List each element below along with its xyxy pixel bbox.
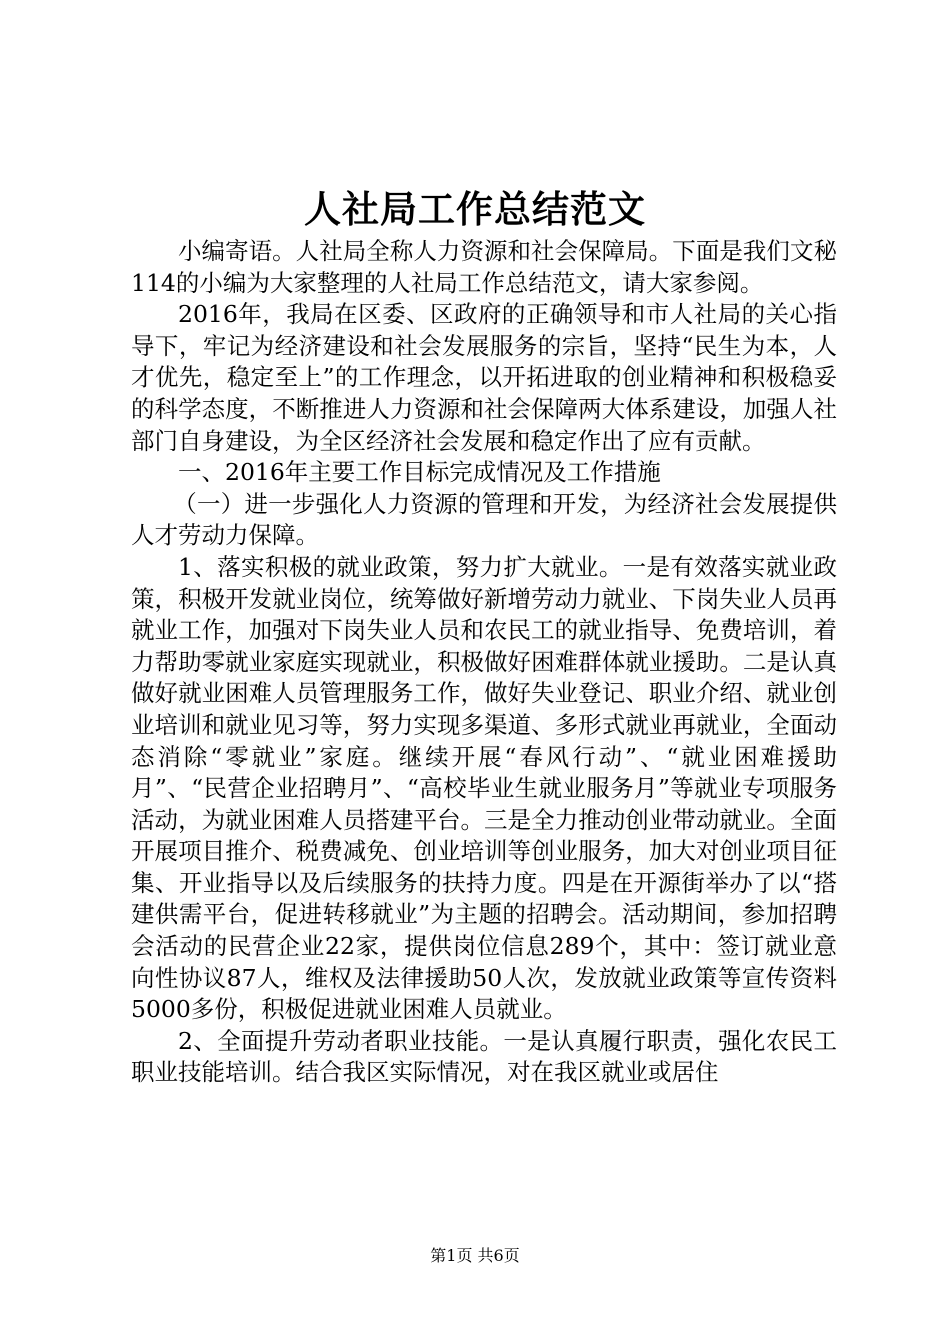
skills-paragraph: 2、全面提升劳动者职业技能。一是认真履行职责，强化农民工职业技能培训。结合我区实际情况，对在我区就业或居住 bbox=[131, 1026, 837, 1087]
document-title: 人社局工作总结范文 bbox=[304, 187, 646, 231]
document-body bbox=[131, 236, 837, 1089]
section-heading: 一、2016年主要工作目标完成情况及工作措施 bbox=[178, 458, 661, 487]
intro-paragraph: 小编寄语。人社局全称人力资源和社会保障局。下面是我们文秘114的小编为大家整理的人社局工作总结范文，请大家参阅。 bbox=[131, 237, 837, 297]
overview-paragraph: 2016年，我局在区委、区政府的正确领导和市人社局的关心指导下，牢记为经济建设和社会发展服务的宗旨，坚持“民生为本，人才优先，稳定至上”的工作理念，以开拓进取的创业精神和积极稳妥的科学态度，不断推进人力资源和社会保障两大体系建设，加强人社部门自身建设，为全区经济社会发展和稳定作出了应有贡献。 bbox=[131, 300, 837, 455]
subsection-heading: （一）进一步强化人力资源的管理和开发，为经济社会发展提供人才劳动力保障。 bbox=[131, 489, 837, 550]
employment-paragraph: 1、落实积极的就业政策，努力扩大就业。一是有效落实就业政策，积极开发就业岗位，统筹做好新增劳动力就业、下岗失业人员再就业工作，加强对下岗失业人员和农民工的就业指导、免费培训，着力帮助零就业家庭实现就业，积极做好困难群体就业援助。二是认真做好就业困难人员管理服务工作，做好失业登记、职业介绍、就业创业培训和就业见习等，努力实现多渠道、多形式就业再就业，全面动态消除“零就业”家庭。继续开展“春风行动”、“就业困难援助月”、“民营企业招聘月”、“高校毕业生就业服务月”等就业专项服务活动，为就业困难人员搭建平台。三是全力推动创业带动就业。全面开展项目推介、税费减免、创业培训等创业服务，加大对创业项目征集、开业指导以及后续服务的扶持力度。四是在开源街举办了以“搭建供需平台，促进转移就业”为主题的招聘会。活动期间，参加招聘会活动的民营企业22家，提供岗位信息289个，其中：签订就业意向性协议87人，维权及法律援助50人次，发放就业政策等宣传资料5000多份，积极促进就业困难人员就业。 bbox=[131, 552, 837, 1024]
page-number: 第1页 共6页 bbox=[430, 1246, 520, 1265]
